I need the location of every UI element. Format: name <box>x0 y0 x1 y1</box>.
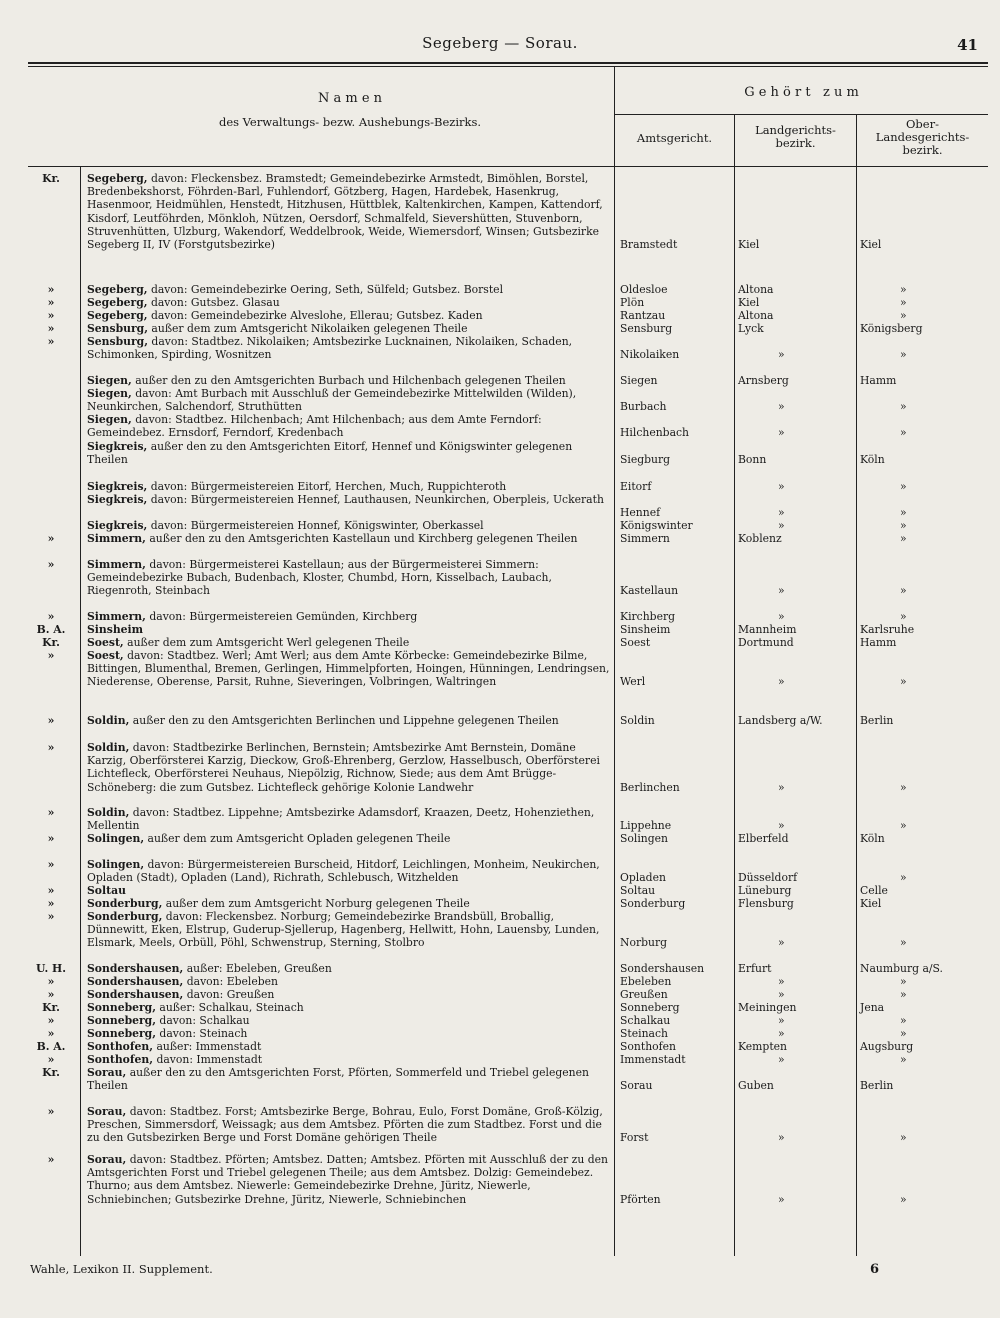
landgericht-cell: » <box>778 819 785 833</box>
amtsgericht-column-line <box>734 114 735 1256</box>
col-ober-line3: bezirk. <box>902 143 943 157</box>
page-number: 41 <box>957 36 978 54</box>
district-description <box>87 897 612 910</box>
district-detail: außer: Ebeleben, Greußen <box>183 962 332 975</box>
district-type: » <box>47 532 55 545</box>
landgericht-cell: Kempten <box>738 1040 787 1053</box>
landgericht-cell: Elberfeld <box>738 832 789 845</box>
amtsgericht-cell: Opladen <box>620 871 666 885</box>
amtsgericht-cell: Oldesloe <box>620 283 668 296</box>
amtsgericht-cell: Hilchenbach <box>620 426 690 440</box>
district-detail: davon: Stadtbez. Werl; Amt Werl; aus dem Amte Körbecke: Gemeindebezirke Bilme, Bittingen, Blumenthal, Bremen, Gerlingen, Himmelpforten, Hoingen, Hünningen, Lendringsen, Niederense, Oberense, Parsit, Ruhne, Sieveringen, Volbringen, Waltringen <box>87 649 610 689</box>
district-description <box>87 335 612 361</box>
district-type: » <box>47 649 55 662</box>
district-detail: davon: Bürgermeistereien Gemünden, Kirchberg <box>145 610 418 623</box>
namen-subtitle: des Verwaltungs- bezw. Aushebungs-Bezirks. <box>218 115 482 129</box>
oberlandesgericht-cell: » <box>900 610 907 623</box>
district-detail: außer: Immenstadt <box>153 1040 262 1053</box>
oberlandesgericht-cell: » <box>900 1014 907 1027</box>
district-name: Soldin, <box>87 714 130 727</box>
amtsgericht-cell: Siegburg <box>620 453 671 467</box>
amtsgericht-cell: Sinsheim <box>620 623 671 636</box>
amtsgericht-cell: Forst <box>620 1131 649 1145</box>
landgericht-cell: Bonn <box>738 453 767 467</box>
landgericht-cell: » <box>778 1131 785 1145</box>
amtsgericht-cell: Sorau <box>620 1079 653 1093</box>
district-name: Sonneberg, <box>87 1014 156 1027</box>
district-description <box>87 832 612 845</box>
oberlandesgericht-cell: Köln <box>860 453 885 467</box>
oberlandesgericht-cell: » <box>900 780 907 794</box>
district-detail: außer dem zum Amtsgericht Opladen gelegenen Theile <box>144 832 451 845</box>
running-head <box>0 34 1000 54</box>
col-ober-line2: Landesgerichts- <box>875 130 970 144</box>
district-detail: davon: Gemeindebezirke Alveslohe, Ellerau; Gutsbez. Kaden <box>147 309 483 322</box>
district-type: » <box>47 975 55 988</box>
district-description <box>87 884 612 897</box>
district-description <box>87 440 612 466</box>
district-detail: davon: Gemeindebezirke Oering, Seth, Sülfeld; Gutsbez. Borstel <box>147 283 504 296</box>
district-type: » <box>47 322 55 335</box>
district-type: » <box>47 335 55 348</box>
district-name: Sensburg, <box>87 335 148 348</box>
amtsgericht-cell: Solingen <box>620 832 669 845</box>
oberlandesgericht-cell: » <box>900 348 907 362</box>
amtsgericht-cell: Werl <box>620 675 646 689</box>
district-description <box>87 1153 612 1206</box>
district-description <box>87 858 612 884</box>
district-description <box>87 910 612 950</box>
landgericht-cell: Düsseldorf <box>738 871 798 885</box>
oberlandesgericht-cell: » <box>900 871 907 885</box>
landgericht-cell: » <box>778 480 785 493</box>
landgericht-cell: » <box>778 400 785 414</box>
amtsgericht-cell: Sondershausen <box>620 962 705 975</box>
oberlandesgericht-cell: Celle <box>860 884 888 897</box>
district-description <box>87 962 612 975</box>
col-landgericht-line2: bezirk. <box>775 136 816 150</box>
amtsgericht-cell: Sonderburg <box>620 897 686 910</box>
amtsgericht-cell: Eitorf <box>620 480 652 493</box>
amtsgericht-cell: Nikolaiken <box>620 348 680 362</box>
district-name: Sensburg, <box>87 322 148 335</box>
district-description <box>87 975 612 988</box>
district-type: B. A. <box>36 623 66 636</box>
namen-column-line <box>614 66 615 1256</box>
district-detail: davon: Fleckensbez. Norburg; Gemeindebezirke Brandsbüll, Broballig, Dünnewitt, Eken, Elstrup, Guderup-Sjellerup, Hagenberg, Hellwitt, Hohn, Lauensby, Lunden, Elsmark, Meels, Orbüll, Pöhl, Schwenstrup, Sterning, Stolbro <box>87 910 600 950</box>
amtsgericht-cell: Simmern <box>620 532 670 545</box>
oberlandesgericht-cell: Königsberg <box>860 322 923 335</box>
oberlandesgericht-cell: Berlin <box>860 1079 894 1093</box>
landgericht-cell: » <box>778 1014 785 1027</box>
district-name: Siegkreis, <box>87 519 148 532</box>
district-detail: außer dem zum Amtsgericht Norburg gelegenen Theile <box>162 897 470 910</box>
amtsgericht-cell: Greußen <box>620 988 668 1001</box>
district-name: Sonneberg, <box>87 1001 156 1014</box>
district-detail: davon: Stadtbez. Forst; Amtsbezirke Berge, Bohrau, Eulo, Forst Domäne, Groß-Kölzig, Preschen, Simmersdorf, Weissagk; aus dem Amtsbez. Pförten die zum Stadtbez. Forst und die zu den Gutsbezirken Berge und Forst Domäne gehörigen Theile <box>87 1105 603 1145</box>
district-type: » <box>47 610 55 623</box>
footer-signature: 6 <box>870 1262 880 1277</box>
landgericht-cell: Guben <box>738 1079 774 1093</box>
oberlandesgericht-cell: » <box>900 1027 907 1040</box>
landgericht-cell: » <box>778 780 785 794</box>
district-description <box>87 636 612 649</box>
landgericht-cell: » <box>778 675 785 689</box>
running-head-title: Segeberg — Sorau. <box>422 34 578 52</box>
top-rule-thin <box>28 66 988 67</box>
district-type: » <box>47 1027 55 1040</box>
district-description <box>87 480 612 493</box>
oberlandesgericht-cell: Naumburg a/S. <box>860 962 943 975</box>
amtsgericht-cell: Kirchberg <box>620 610 676 623</box>
amtsgericht-cell: Berlinchen <box>620 780 680 794</box>
oberlandesgericht-cell: Augsburg <box>860 1040 914 1053</box>
district-description <box>87 519 612 532</box>
landgericht-cell: Mannheim <box>738 623 797 636</box>
header-bottom-rule <box>28 166 988 167</box>
district-type: » <box>47 283 55 296</box>
oberlandesgericht-cell: » <box>900 480 907 493</box>
district-name: Siegen, <box>87 413 132 426</box>
top-rule <box>28 62 988 64</box>
district-name: Sorau, <box>87 1066 127 1079</box>
district-description <box>87 741 612 794</box>
amtsgericht-cell: Pförten <box>620 1192 661 1206</box>
district-name: Siegen, <box>87 387 132 400</box>
landgericht-cell: » <box>778 506 785 520</box>
district-description <box>87 1027 612 1040</box>
amtsgericht-cell: Lippehne <box>620 819 672 833</box>
landgericht-cell: Meiningen <box>738 1001 797 1014</box>
district-description <box>87 283 612 296</box>
district-name: Soest, <box>87 636 124 649</box>
oberlandesgericht-cell: » <box>900 1053 907 1066</box>
oberlandesgericht-cell: » <box>900 584 907 598</box>
col-landgericht-header <box>735 124 856 150</box>
district-type: » <box>47 858 55 871</box>
district-type: Kr. <box>42 1001 60 1014</box>
district-name: Solingen, <box>87 832 145 845</box>
landgericht-cell: Kiel <box>738 296 760 309</box>
oberlandesgericht-cell: » <box>900 309 907 322</box>
district-description <box>87 387 612 413</box>
amtsgericht-cell: Burbach <box>620 400 667 414</box>
landgericht-cell: » <box>778 975 785 988</box>
amtsgericht-cell: Siegen <box>620 374 658 387</box>
district-detail: davon: Ebeleben <box>183 975 278 988</box>
landgericht-cell: » <box>778 519 785 532</box>
district-name: Sondershausen, <box>87 975 184 988</box>
district-name: Siegkreis, <box>87 480 148 493</box>
district-name: Sorau, <box>87 1105 127 1118</box>
oberlandesgericht-cell: » <box>900 532 907 545</box>
district-detail: außer den zu den Amtsgerichten Kastellaun und Kirchberg gelegenen Theilen <box>145 532 578 545</box>
amtsgericht-cell: Kastellaun <box>620 584 679 598</box>
landgericht-cell: » <box>778 584 785 598</box>
amtsgericht-cell: Bramstedt <box>620 238 678 251</box>
district-description <box>87 413 612 439</box>
district-type: » <box>47 910 55 923</box>
district-detail: davon: Bürgermeistereien Eitorf, Herchen, Much, Ruppichteroth <box>147 480 507 493</box>
district-detail: außer den zu den Amtsgerichten Eitorf, Hennef und Königswinter gelegenen Theilen <box>87 440 573 467</box>
district-description <box>87 1105 612 1145</box>
district-detail: davon: Fleckensbez. Bramstedt; Gemeindebezirke Armstedt, Bimöhlen, Borstel, Bredenbekshorst, Föhrden-Barl, Fuhlendorf, Götzberg, Hagen, Hardebek, Hasenkrug, Hasenmoor, Heidmühlen, Henstedt, Hitzhusen, Hüttblek, Kaltenkirchen, Kampen, Kattendorf, Kisdorf, Leutföhrden, Mönkloh, Nützen, Oersdorf, Schmalfeld, Sievershütten, Stuvenborn, Struvenhütten, Ulzburg, Wakendorf, Weddelbrook, Weide, Wiemersdorf, Winsen; Gutsbezirke Segeberg II, IV (Forstgutsbezirke) <box>87 172 603 252</box>
landgericht-cell: » <box>778 426 785 440</box>
amtsgericht-cell: Hennef <box>620 506 661 520</box>
amtsgericht-cell: Immenstadt <box>620 1053 686 1066</box>
district-type: » <box>47 988 55 1001</box>
district-description <box>87 532 612 545</box>
district-detail: außer: Schalkau, Steinach <box>155 1001 304 1014</box>
oberlandesgericht-cell: Kiel <box>860 897 882 910</box>
district-type: B. A. <box>36 1040 66 1053</box>
oberlandesgericht-cell: Hamm <box>860 636 897 649</box>
district-name: Solingen, <box>87 858 145 871</box>
district-name: Soltau <box>87 884 126 897</box>
gehoert-rule <box>615 114 988 115</box>
landgericht-cell: » <box>778 610 785 623</box>
oberlandesgericht-cell: » <box>900 819 907 833</box>
landgericht-cell: Landsberg a/W. <box>738 714 823 727</box>
gehoert-zum-title: G e h ö r t z u m <box>744 85 859 100</box>
amtsgericht-cell: Königswinter <box>620 519 693 532</box>
district-type: » <box>47 884 55 897</box>
oberlandesgericht-cell: Hamm <box>860 374 897 387</box>
district-type: Kr. <box>42 636 60 649</box>
landgericht-cell: » <box>778 348 785 362</box>
oberlandesgericht-cell: » <box>900 675 907 689</box>
district-name: Sinsheim <box>87 623 144 636</box>
district-description <box>87 172 612 251</box>
district-name: Sondershausen, <box>87 988 184 1001</box>
oberlandesgericht-cell: » <box>900 400 907 414</box>
district-detail: außer den zu den Amtsgerichten Burbach und Hilchenbach gelegenen Theilen <box>131 374 566 387</box>
district-name: Simmern, <box>87 610 146 623</box>
col-landgericht-line1: Landgerichts- <box>755 123 836 137</box>
district-description <box>87 1040 612 1053</box>
district-name: Sorau, <box>87 1153 127 1166</box>
district-name: Sonneberg, <box>87 1027 156 1040</box>
oberlandesgericht-cell: Berlin <box>860 714 894 727</box>
amtsgericht-cell: Rantzau <box>620 309 666 322</box>
landgericht-cell: » <box>778 936 785 950</box>
oberlandesgericht-cell: Jena <box>860 1001 885 1014</box>
landgericht-cell: Kiel <box>738 238 760 251</box>
amtsgericht-cell: Sonneberg <box>620 1001 680 1014</box>
amtsgericht-cell: Sensburg <box>620 322 673 335</box>
oberlandesgericht-cell: » <box>900 936 907 950</box>
col-ober-line1: Ober- <box>906 117 939 131</box>
district-description <box>87 806 612 832</box>
district-detail: davon: Immenstadt <box>153 1053 263 1066</box>
amtsgericht-cell: Soldin <box>620 714 655 727</box>
landgericht-cell: » <box>778 1192 785 1206</box>
district-detail: davon: Steinach <box>155 1027 248 1040</box>
oberlandesgericht-cell: » <box>900 975 907 988</box>
district-description <box>87 374 612 387</box>
oberlandesgericht-cell: Kiel <box>860 238 882 251</box>
amtsgericht-cell: Schalkau <box>620 1014 671 1027</box>
oberlandesgericht-cell: » <box>900 1131 907 1145</box>
district-description <box>87 649 612 689</box>
district-name: Sonderburg, <box>87 910 163 923</box>
col-oberlandesgericht-header <box>857 118 988 157</box>
landgericht-cell: Erfurt <box>738 962 772 975</box>
district-description <box>87 309 612 322</box>
district-name: Siegkreis, <box>87 493 148 506</box>
district-detail: außer den zu den Amtsgerichten Berlinchen und Lippehne gelegenen Theilen <box>129 714 559 727</box>
oberlandesgericht-cell: Karlsruhe <box>860 623 915 636</box>
district-name: Segeberg, <box>87 172 148 185</box>
district-detail: davon: Bürgermeistereien Hennef, Lauthausen, Neunkirchen, Oberpleis, Uckerath <box>147 493 604 506</box>
district-type: » <box>47 309 55 322</box>
amtsgericht-cell: Soest <box>620 636 651 649</box>
district-type: Kr. <box>42 1066 60 1079</box>
amtsgericht-cell: Ebeleben <box>620 975 672 988</box>
district-type: » <box>47 558 55 571</box>
district-detail: außer dem zum Amtsgericht Nikolaiken gelegenen Theile <box>148 322 468 335</box>
district-detail: davon: Stadtbez. Pförten; Amtsbez. Datten; Amtsbez. Pförten mit Ausschluß der zu den Amtsgerichten Forst und Triebel gelegenen Theile; aus dem Amtsbez. Dolzig: Gemeindebez. Thurno; aus dem Amtsbez. Niewerle: Gemeindebezirke Drehne, Jüritz, Niewerle, Schniebinchen; Gutsbezirke Drehne, Jüritz, Niewerle, Schniebinchen <box>87 1153 608 1206</box>
oberlandesgericht-cell: » <box>900 283 907 296</box>
district-name: Simmern, <box>87 558 146 571</box>
amtsgericht-cell: Steinach <box>620 1027 668 1040</box>
landgericht-cell: Arnsberg <box>738 374 789 387</box>
district-type: U. H. <box>36 962 66 975</box>
district-detail: außer dem zum Amtsgericht Werl gelegenen Theile <box>123 636 410 649</box>
district-name: Sonthofen, <box>87 1040 154 1053</box>
district-detail: außer den zu den Amtsgerichten Forst, Pförten, Sommerfeld und Triebel gelegenen Theilen <box>87 1066 589 1093</box>
district-type: » <box>47 806 55 819</box>
district-name: Soest, <box>87 649 124 662</box>
district-detail: davon: Greußen <box>183 988 275 1001</box>
district-name: Sonderburg, <box>87 897 163 910</box>
district-name: Soldin, <box>87 741 130 754</box>
district-detail: davon: Gutsbez. Glasau <box>147 296 280 309</box>
landgericht-cell: » <box>778 988 785 1001</box>
landgericht-cell: Lüneburg <box>738 884 792 897</box>
oberlandesgericht-cell: » <box>900 988 907 1001</box>
district-detail: davon: Stadtbez. Nikolaiken; Amtsbezirke Lucknainen, Nikolaiken, Schaden, Schimonken, Spirding, Wosnitzen <box>87 335 573 362</box>
district-type: » <box>47 832 55 845</box>
landgericht-cell: Dortmund <box>738 636 794 649</box>
district-detail: davon: Bürgermeistereien Honnef, Königswinter, Oberkassel <box>147 519 484 532</box>
district-name: Segeberg, <box>87 296 148 309</box>
district-description <box>87 988 612 1001</box>
oberlandesgericht-cell: » <box>900 1192 907 1206</box>
district-name: Segeberg, <box>87 309 148 322</box>
oberlandesgericht-cell: » <box>900 506 907 520</box>
district-detail: davon: Stadtbez. Lippehne; Amtsbezirke Adamsdorf, Kraazen, Deetz, Hohenziethen, Mellentin <box>87 806 595 833</box>
district-description <box>87 1066 612 1092</box>
district-type: » <box>47 1153 55 1166</box>
district-detail: davon: Stadtbez. Hilchenbach; Amt Hilchenbach; aus dem Amte Ferndorf: Gemeindebez. Ernsdorf, Ferndorf, Kredenbach <box>87 413 542 440</box>
abbr-column-line <box>80 166 81 1256</box>
district-detail: davon: Bürgermeistereien Burscheid, Hitdorf, Leichlingen, Monheim, Neukirchen, Opladen (Stadt), Opladen (Land), Richrath, Schlebusch, Witzhelden <box>87 858 600 885</box>
oberlandesgericht-cell: » <box>900 519 907 532</box>
district-description <box>87 322 612 335</box>
district-name: Siegen, <box>87 374 132 387</box>
landgericht-cell: » <box>778 1027 785 1040</box>
landgericht-cell: Koblenz <box>738 532 782 545</box>
district-type: » <box>47 897 55 910</box>
district-description <box>87 610 612 623</box>
district-type: » <box>47 741 55 754</box>
district-name: Sondershausen, <box>87 962 184 975</box>
district-description <box>87 1001 612 1014</box>
district-name: Siegkreis, <box>87 440 148 453</box>
district-name: Soldin, <box>87 806 130 819</box>
district-type: Kr. <box>42 172 60 185</box>
district-name: Segeberg, <box>87 283 148 296</box>
landgericht-cell: Lyck <box>738 322 764 335</box>
landgericht-cell: » <box>778 1053 785 1066</box>
district-detail: davon: Stadtbezirke Berlinchen, Bernstein; Amtsbezirke Amt Bernstein, Domäne Karzig, Oberförsterei Karzig, Dieckow, Groß-Ehrenberg, Gerzlow, Hasselbusch, Oberförsterei Lichtefleck, Oberförsterei Neuhaus, Niepölzig, Richnow, Siede; aus dem Amt Brügge-Schöneberg: die zum Gutsbez. Lichtefleck gehörige Kolonie Landwehr <box>87 741 600 794</box>
oberlandesgericht-cell: Köln <box>860 832 885 845</box>
district-detail: davon: Amt Burbach mit Ausschluß der Gemeindebezirke Mittelwilden (Wilden), Neunkirchen, Salchendorf, Struthütten <box>87 387 577 414</box>
amtsgericht-cell: Sonthofen <box>620 1040 676 1053</box>
district-name: Simmern, <box>87 532 146 545</box>
amtsgericht-cell: Plön <box>620 296 645 309</box>
district-type: » <box>47 296 55 309</box>
district-type: » <box>47 714 55 727</box>
landgericht-cell: Altona <box>738 283 774 296</box>
district-type: » <box>47 1105 55 1118</box>
oberlandesgericht-cell: » <box>900 296 907 309</box>
district-detail: davon: Bürgermeisterei Kastellaun; aus der Bürgermeisterei Simmern: Gemeindebezirke Bubach, Budenbach, Kloster, Chumbd, Horn, Kisselbach, Laubach, Riegenroth, Steinbach <box>87 558 552 598</box>
namen-title: N a m e n <box>317 91 383 106</box>
district-description <box>87 1053 612 1066</box>
landgericht-cell: Flensburg <box>738 897 794 910</box>
footer-source: Wahle, Lexikon II. Supplement. <box>30 1262 213 1276</box>
amtsgericht-cell: Norburg <box>620 936 668 950</box>
amtsgericht-cell: Soltau <box>620 884 656 897</box>
district-description <box>87 493 612 506</box>
district-description <box>87 623 612 636</box>
oberlandesgericht-cell: » <box>900 426 907 440</box>
col-amtsgericht-header: Amtsgericht. <box>636 131 713 145</box>
landgericht-cell: Altona <box>738 309 774 322</box>
district-type: » <box>47 1053 55 1066</box>
district-description <box>87 1014 612 1027</box>
district-detail: davon: Schalkau <box>155 1014 250 1027</box>
district-name: Sonthofen, <box>87 1053 154 1066</box>
district-type: » <box>47 1014 55 1027</box>
district-description <box>87 558 612 598</box>
district-description <box>87 296 612 309</box>
district-description <box>87 714 612 727</box>
